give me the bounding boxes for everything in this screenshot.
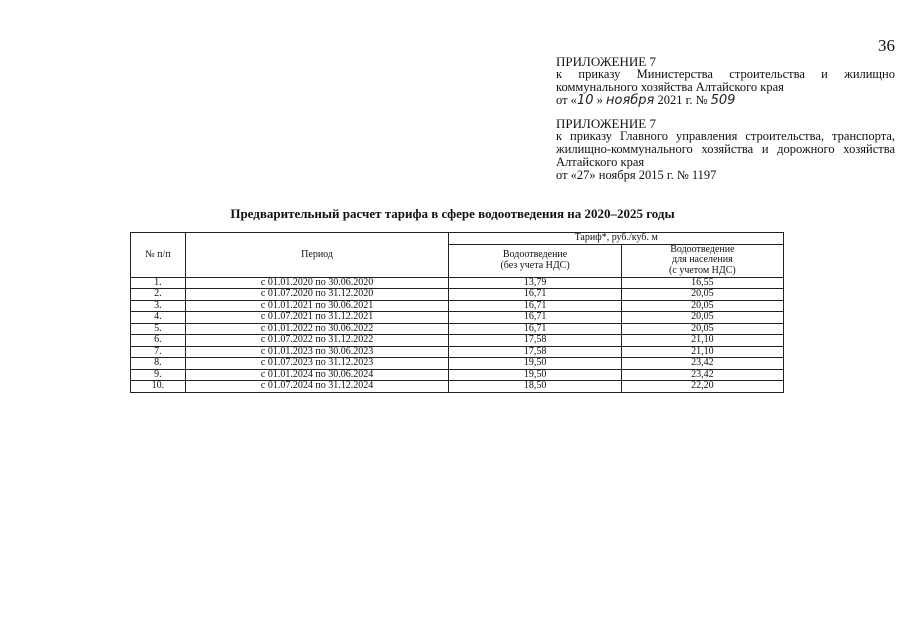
cell-excl-vat: 17,58 [449,346,621,358]
cell-number: 8. [131,358,186,370]
table-row [131,312,784,324]
date-mid: » [596,93,603,107]
cell-incl-vat: 21,10 [621,335,783,347]
appendix-current-heading: ПРИЛОЖЕНИЕ 7 [556,54,656,69]
header-a-line1: Водоотведение [502,249,568,260]
date-year: 2021 г. № [657,93,708,107]
header-b-line2: для населения [672,254,733,266]
header-b-line1: Водоотведение [670,243,735,255]
header-wastewater-excl-vat [449,244,621,277]
cell-period: с 01.07.2024 по 31.12.2024 [185,381,449,393]
appendix-original-block [556,117,895,182]
appendix-current-date-line [556,94,895,107]
cell-number: 6. [131,335,186,347]
header-b-line3: (с учетом НДС) [669,264,736,276]
appendix-original-line2: жилищно-коммунального хозяйства и дорожного хозяйства [556,142,895,156]
table-row [131,300,784,312]
cell-excl-vat: 16,71 [449,300,621,312]
cell-incl-vat: 16,55 [621,277,783,289]
cell-incl-vat: 20,05 [621,289,783,301]
cell-excl-vat: 16,71 [449,289,621,301]
date-month-handwritten: ноября [605,93,655,108]
cell-excl-vat: 13,79 [449,277,621,289]
cell-incl-vat: 23,42 [621,358,783,370]
cell-excl-vat: 19,50 [449,358,621,370]
table-row [131,358,784,370]
tariff-table [130,232,784,393]
cell-excl-vat: 16,71 [449,312,621,324]
header-wastewater-population [621,244,783,277]
table-row [131,335,784,347]
cell-period: с 01.01.2020 по 30.06.2020 [185,277,449,289]
table-row [131,277,784,289]
cell-period: с 01.07.2021 по 31.12.2021 [185,312,449,324]
cell-period: с 01.01.2021 по 30.06.2021 [185,300,449,312]
cell-number: 7. [131,346,186,358]
cell-incl-vat: 22,20 [621,381,783,393]
date-day-handwritten: 10 [576,93,594,108]
table-row [131,369,784,381]
cell-number: 2. [131,289,186,301]
table-row [131,381,784,393]
appendix-current-line2: коммунального хозяйства Алтайского края [556,80,784,94]
document-title: Предварительный расчет тарифа в сфере водоотведения на 2020–2025 годы [230,206,675,221]
page-number: 36 [878,36,895,55]
cell-number: 4. [131,312,186,324]
header-tariff: Тариф*, руб./куб. м [449,233,784,245]
cell-excl-vat: 18,50 [449,381,621,393]
cell-excl-vat: 16,71 [449,323,621,335]
cell-incl-vat: 21,10 [621,346,783,358]
cell-excl-vat: 17,58 [449,335,621,347]
cell-number: 1. [131,277,186,289]
table-row [131,346,784,358]
header-number: № п/п [131,233,186,278]
order-number-handwritten: 509 [710,93,736,108]
cell-incl-vat: 20,05 [621,323,783,335]
appendix-original-line1: к приказу Главного управления строительства, транспорта, [556,129,895,143]
cell-period: с 01.07.2022 по 31.12.2022 [185,335,449,347]
cell-period: с 01.01.2024 по 30.06.2024 [185,369,449,381]
appendix-original-line3: Алтайского края [556,155,645,169]
appendix-current-line1: к приказу Министерства строительства и жилищно [556,67,895,81]
cell-period: с 01.01.2023 по 30.06.2023 [185,346,449,358]
cell-incl-vat: 20,05 [621,300,783,312]
table-row [131,289,784,301]
date-prefix: от « [556,93,577,107]
cell-number: 10. [131,381,186,393]
cell-period: с 01.07.2020 по 31.12.2020 [185,289,449,301]
cell-period: с 01.07.2023 по 31.12.2023 [185,358,449,370]
cell-number: 9. [131,369,186,381]
appendix-current-block [556,55,895,107]
cell-excl-vat: 19,50 [449,369,621,381]
cell-number: 5. [131,323,186,335]
appendix-original-heading: ПРИЛОЖЕНИЕ 7 [556,116,656,131]
table-row [131,323,784,335]
appendix-original-line4: от «27» ноября 2015 г. № 1197 [556,168,717,182]
header-a-line2: (без учета НДС) [500,259,570,271]
header-period: Период [185,233,449,278]
cell-incl-vat: 20,05 [621,312,783,324]
cell-number: 3. [131,300,186,312]
cell-period: с 01.01.2022 по 30.06.2022 [185,323,449,335]
cell-incl-vat: 23,42 [621,369,783,381]
